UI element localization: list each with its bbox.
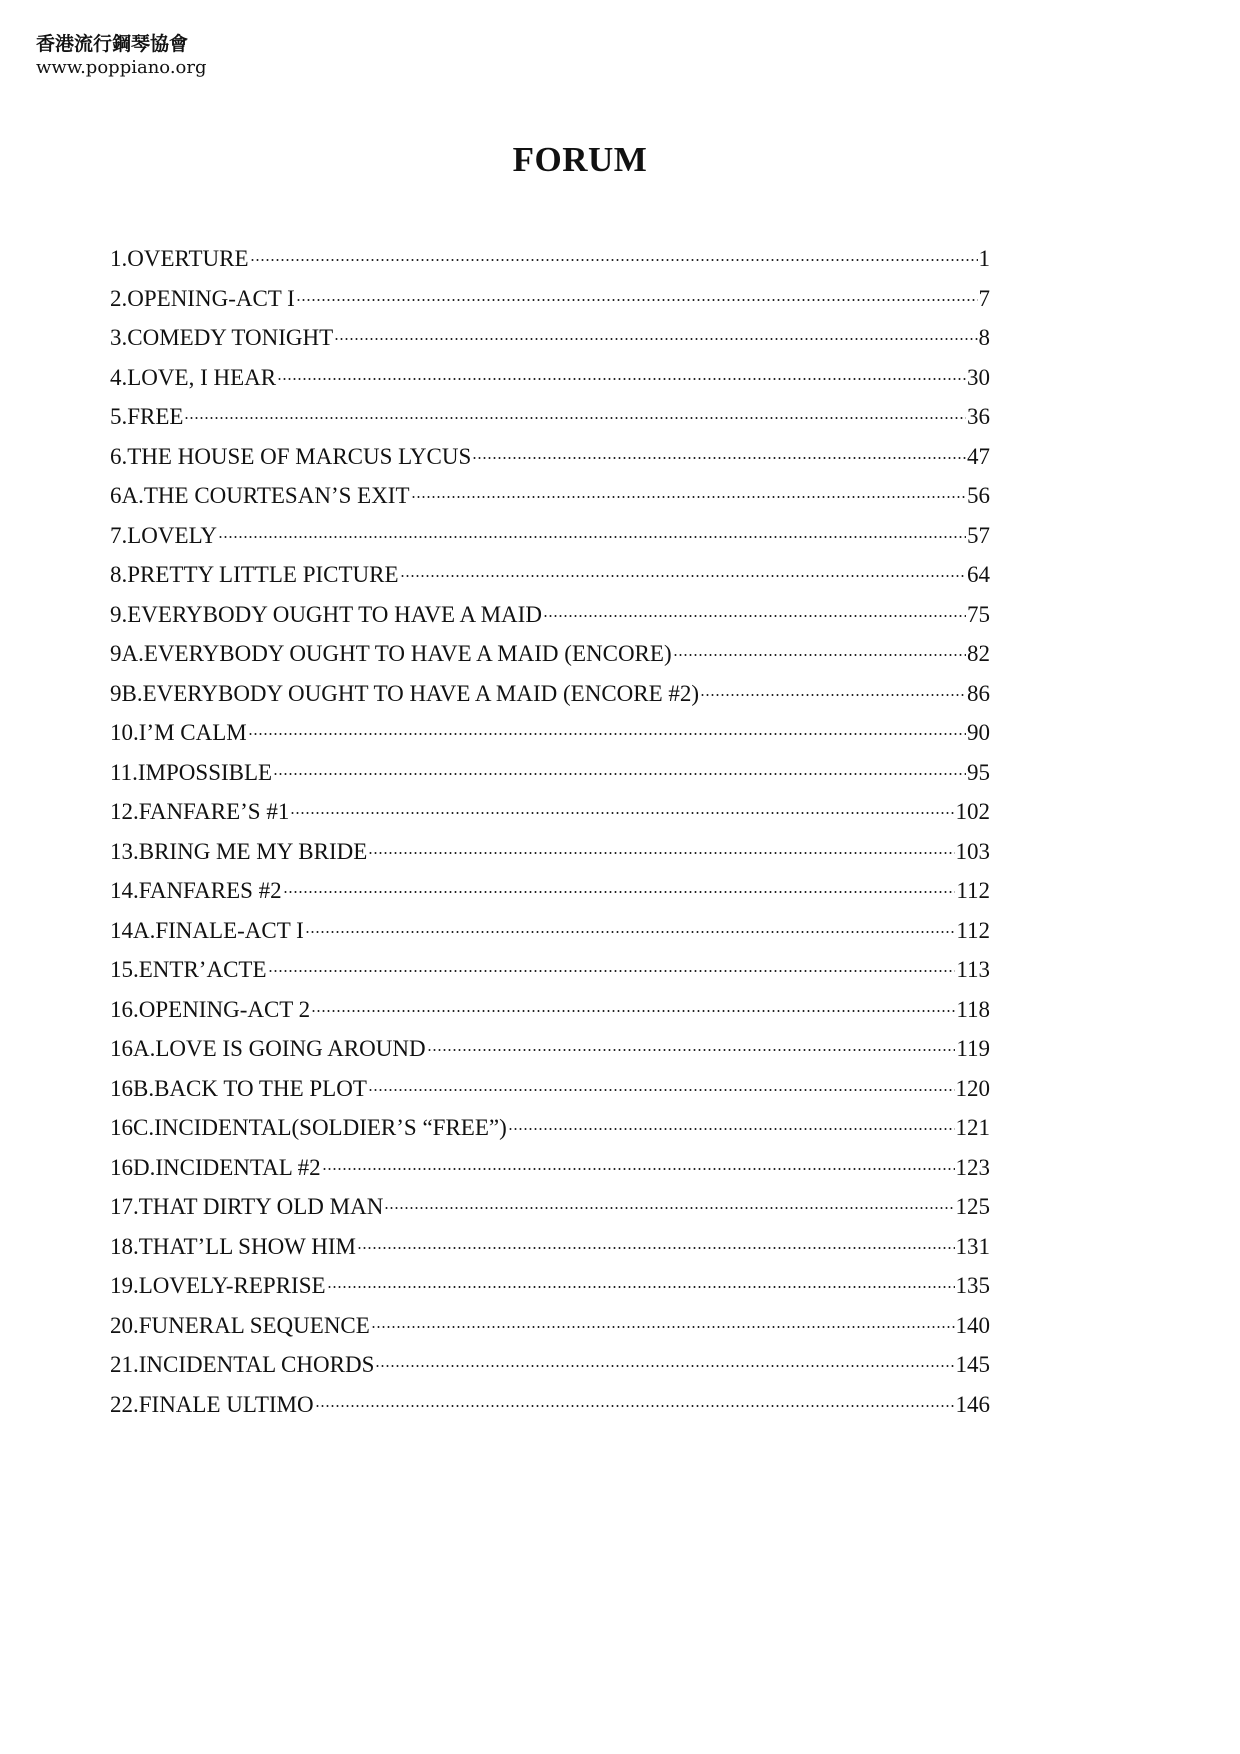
toc-entry-page: 123 bbox=[955, 1154, 990, 1180]
toc-entry-title: 6A.THE COURTESAN’S EXIT bbox=[110, 483, 410, 508]
toc-entry bbox=[110, 602, 990, 642]
toc-entry-page: 120 bbox=[955, 1075, 990, 1101]
toc-entry-title: 14.FANFARES #2 bbox=[110, 878, 282, 903]
toc-entry-title: 13.BRING ME MY BRIDE bbox=[110, 838, 368, 864]
toc-dot-leader bbox=[368, 851, 954, 855]
toc-entry bbox=[110, 1273, 990, 1313]
toc-entry-page: 8 bbox=[978, 325, 990, 350]
toc-entry-page: 95 bbox=[967, 759, 990, 785]
toc-entry bbox=[110, 957, 990, 997]
toc-entry-title: 16D.INCIDENTAL #2 bbox=[110, 1154, 321, 1180]
toc-entry-title: 5.FREE bbox=[110, 404, 184, 429]
toc-entry bbox=[110, 246, 990, 286]
toc-entry bbox=[110, 483, 990, 523]
toc-dot-leader bbox=[283, 890, 956, 894]
toc-entry-page: 75 bbox=[967, 601, 990, 627]
toc-entry bbox=[110, 1036, 990, 1076]
toc-entry bbox=[110, 1155, 990, 1195]
toc-entry-title: 4.LOVE, I HEAR bbox=[110, 364, 277, 390]
toc-dot-leader bbox=[508, 1127, 955, 1131]
toc-dot-leader bbox=[371, 1325, 955, 1329]
toc-dot-leader bbox=[472, 456, 966, 460]
toc-entry bbox=[110, 1392, 990, 1432]
toc-dot-leader bbox=[290, 811, 954, 815]
toc-entry-title: 19.LOVELY-REPRISE bbox=[110, 1273, 326, 1298]
toc-dot-leader bbox=[400, 574, 966, 578]
toc-entry-title: 12.FANFARE’S #1 bbox=[110, 799, 290, 824]
toc-entry-page: 102 bbox=[955, 799, 990, 824]
toc-dot-leader bbox=[277, 377, 966, 381]
toc-entry-page: 113 bbox=[956, 957, 990, 982]
toc-entry-title: 9A.EVERYBODY OUGHT TO HAVE A MAID (ENCORE) bbox=[110, 641, 672, 666]
toc-dot-leader bbox=[543, 614, 966, 618]
toc-dot-leader bbox=[273, 772, 966, 776]
toc-dot-leader bbox=[305, 930, 956, 934]
toc-entry-title: 8.PRETTY LITTLE PICTURE bbox=[110, 562, 399, 587]
toc-entry-title: 14A.FINALE-ACT I bbox=[110, 917, 304, 943]
toc-entry-page: 1 bbox=[978, 246, 990, 271]
toc-entry-title: 16.OPENING-ACT 2 bbox=[110, 996, 311, 1022]
toc-dot-leader bbox=[673, 653, 966, 657]
toc-entry-title: 21.INCIDENTAL CHORDS bbox=[110, 1352, 375, 1377]
toc-entry bbox=[110, 918, 990, 958]
toc-entry-title: 9B.EVERYBODY OUGHT TO HAVE A MAID (ENCORE #2) bbox=[110, 680, 700, 706]
toc-entry-page: 82 bbox=[967, 641, 990, 666]
toc-entry-page: 131 bbox=[955, 1233, 990, 1259]
toc-entry bbox=[110, 1234, 990, 1274]
toc-entry bbox=[110, 760, 990, 800]
toc-entry-page: 103 bbox=[955, 838, 990, 864]
toc-entry-title: 18.THAT’LL SHOW HIM bbox=[110, 1233, 356, 1259]
toc-dot-leader bbox=[427, 1048, 956, 1052]
toc-entry-title: 17.THAT DIRTY OLD MAN bbox=[110, 1194, 384, 1219]
toc-entry bbox=[110, 641, 990, 681]
toc-entry bbox=[110, 1115, 990, 1155]
toc-entry bbox=[110, 365, 990, 405]
toc-entry-page: 90 bbox=[967, 720, 990, 745]
toc-dot-leader bbox=[357, 1246, 955, 1250]
toc-entry bbox=[110, 286, 990, 326]
toc-dot-leader bbox=[268, 969, 956, 973]
toc-entry-page: 145 bbox=[955, 1352, 990, 1377]
toc-entry bbox=[110, 839, 990, 879]
toc-entry bbox=[110, 1076, 990, 1116]
toc-dot-leader bbox=[411, 495, 966, 499]
toc-dot-leader bbox=[184, 416, 966, 420]
toc-entry bbox=[110, 1352, 990, 1392]
toc-entry-title: 3.COMEDY TONIGHT bbox=[110, 325, 334, 350]
toc-entry-page: 112 bbox=[956, 917, 990, 943]
toc-dot-leader bbox=[250, 258, 978, 262]
toc-entry-page: 121 bbox=[955, 1115, 990, 1140]
toc-entry-title: 11.IMPOSSIBLE bbox=[110, 759, 273, 785]
watermark-site-name: 香港流行鋼琴協會 bbox=[36, 33, 189, 55]
toc-entry-page: 119 bbox=[956, 1036, 990, 1061]
toc-entry-title: 20.FUNERAL SEQUENCE bbox=[110, 1312, 370, 1338]
toc-dot-leader bbox=[375, 1364, 954, 1368]
toc-dot-leader bbox=[218, 535, 966, 539]
toc-entry-title: 6.THE HOUSE OF MARCUS LYCUS bbox=[110, 443, 472, 469]
toc-entry-page: 64 bbox=[967, 562, 990, 587]
toc-dot-leader bbox=[296, 298, 978, 302]
toc-entry-page: 86 bbox=[967, 680, 990, 706]
toc-dot-leader bbox=[311, 1009, 955, 1013]
table-of-contents bbox=[110, 246, 990, 1431]
toc-dot-leader bbox=[368, 1088, 955, 1092]
toc-entry-title: 15.ENTR’ACTE bbox=[110, 957, 267, 982]
document-title: FORUM bbox=[512, 140, 648, 179]
toc-entry-page: 30 bbox=[967, 364, 990, 390]
toc-entry bbox=[110, 404, 990, 444]
toc-entry-page: 112 bbox=[956, 878, 990, 903]
toc-entry-page: 36 bbox=[967, 404, 990, 429]
toc-dot-leader bbox=[315, 1404, 955, 1408]
toc-entry-title: 16A.LOVE IS GOING AROUND bbox=[110, 1036, 426, 1061]
toc-entry-page: 125 bbox=[955, 1194, 990, 1219]
toc-entry-title: 22.FINALE ULTIMO bbox=[110, 1391, 314, 1417]
toc-dot-leader bbox=[327, 1285, 955, 1289]
toc-entry-title: 9.EVERYBODY OUGHT TO HAVE A MAID bbox=[110, 601, 542, 627]
toc-entry bbox=[110, 562, 990, 602]
toc-entry-page: 47 bbox=[967, 443, 990, 469]
toc-dot-leader bbox=[384, 1206, 954, 1210]
watermark bbox=[36, 34, 207, 79]
toc-dot-leader bbox=[700, 693, 966, 697]
toc-entry bbox=[110, 799, 990, 839]
toc-entry-page: 7 bbox=[978, 285, 990, 311]
toc-entry-title: 1.OVERTURE bbox=[110, 246, 249, 271]
toc-entry bbox=[110, 1194, 990, 1234]
toc-entry bbox=[110, 523, 990, 563]
toc-entry-page: 135 bbox=[955, 1273, 990, 1298]
toc-entry-title: 10.I’M CALM bbox=[110, 720, 247, 745]
toc-entry-page: 146 bbox=[955, 1391, 990, 1417]
toc-entry bbox=[110, 444, 990, 484]
toc-entry-title: 2.OPENING-ACT I bbox=[110, 285, 295, 311]
toc-entry-page: 56 bbox=[967, 483, 990, 508]
toc-dot-leader bbox=[322, 1167, 955, 1171]
toc-entry bbox=[110, 720, 990, 760]
toc-entry-title: 7.LOVELY bbox=[110, 522, 217, 548]
toc-entry bbox=[110, 681, 990, 721]
watermark-url: www.poppiano.org bbox=[36, 56, 207, 78]
toc-entry bbox=[110, 878, 990, 918]
toc-entry-title: 16C.INCIDENTAL(SOLDIER’S “FREE”) bbox=[110, 1115, 507, 1140]
toc-entry-page: 118 bbox=[956, 996, 990, 1022]
toc-entry-page: 140 bbox=[955, 1312, 990, 1338]
toc-entry bbox=[110, 997, 990, 1037]
toc-entry bbox=[110, 325, 990, 365]
toc-entry bbox=[110, 1313, 990, 1353]
toc-dot-leader bbox=[334, 337, 977, 341]
toc-dot-leader bbox=[248, 732, 966, 736]
toc-entry-title: 16B.BACK TO THE PLOT bbox=[110, 1075, 367, 1101]
toc-entry-page: 57 bbox=[967, 522, 990, 548]
